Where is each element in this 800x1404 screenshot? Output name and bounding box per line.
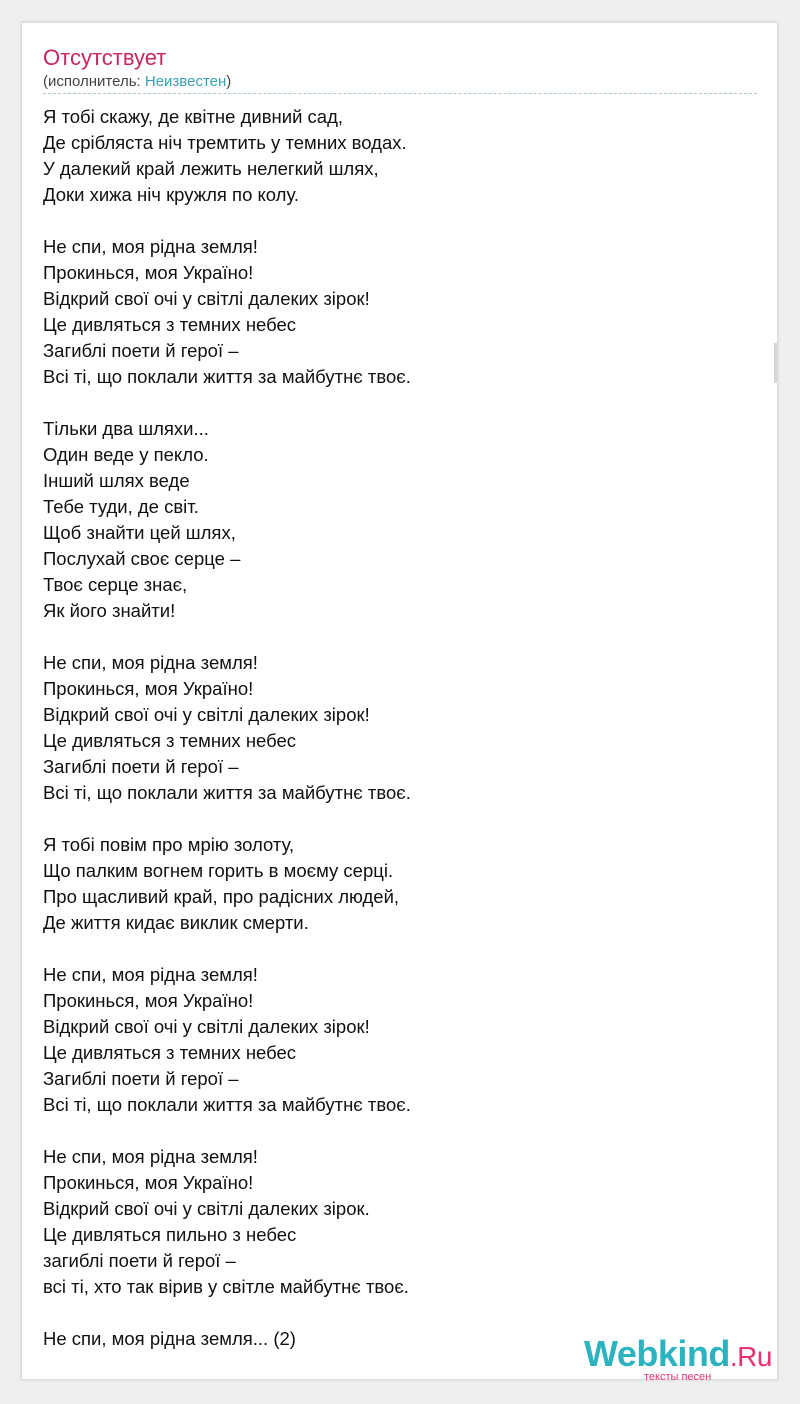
lyric-line: Де життя кидає виклик смерти. bbox=[43, 912, 309, 933]
lyric-line: Це дивляться з темних небес bbox=[43, 1042, 297, 1063]
lyric-line: Відкрий свої очі у світлі далеких зірок! bbox=[43, 288, 370, 309]
lyric-line: Прокинься, моя Україно! bbox=[43, 678, 254, 699]
lyric-line: Не спи, моя рідна земля... (2) bbox=[43, 1328, 296, 1349]
song-title: Отсутствует bbox=[43, 45, 167, 70]
stanza bbox=[43, 650, 743, 806]
lyric-line: Інший шлях веде bbox=[43, 470, 190, 491]
lyric-line: всі ті, хто так вірив у світле майбутнє твоє. bbox=[43, 1276, 409, 1297]
webkind-logo bbox=[584, 1333, 774, 1383]
lyric-line: Загиблі поети й герої – bbox=[43, 1068, 239, 1089]
lyric-line: Послухай своє серце – bbox=[43, 548, 241, 569]
lyric-line: Я тобі повім про мрію золоту, bbox=[43, 834, 295, 855]
logo-brand: Webkind bbox=[584, 1333, 730, 1374]
lyric-line: Тільки два шляхи... bbox=[43, 418, 209, 439]
artist-line bbox=[43, 73, 231, 91]
scrollbar-mark bbox=[774, 343, 777, 383]
lyric-line: Це дивляться з темних небес bbox=[43, 314, 297, 335]
stanza bbox=[43, 416, 743, 624]
lyric-line: Тебе туди, де світ. bbox=[43, 496, 199, 517]
lyric-line: Як його знайти! bbox=[43, 600, 176, 621]
stanza bbox=[43, 962, 743, 1118]
lyric-line: Не спи, моя рідна земля! bbox=[43, 236, 258, 257]
lyric-line: Відкрий свої очі у світлі далеких зірок. bbox=[43, 1198, 370, 1219]
lyric-line: У далекий край лежить нелегкий шлях, bbox=[43, 158, 379, 179]
stanza bbox=[43, 832, 743, 936]
lyric-line: Де срібляста ніч тремтить у темних водах. bbox=[43, 132, 407, 153]
lyric-line: Прокинься, моя Україно! bbox=[43, 1172, 254, 1193]
artist-suffix: ) bbox=[226, 73, 232, 90]
lyric-line: Доки хижа ніч кружля по колу. bbox=[43, 184, 300, 205]
lyric-line: Твоє серце знає, bbox=[43, 574, 188, 595]
stanza bbox=[43, 1144, 743, 1300]
lyric-line: Всі ті, що поклали життя за майбутнє твоє. bbox=[43, 366, 411, 387]
title-divider bbox=[43, 93, 757, 94]
lyric-line: Відкрий свої очі у світлі далеких зірок! bbox=[43, 1016, 370, 1037]
lyric-line: Я тобі скажу, де квітне дивний сад, bbox=[43, 106, 344, 127]
lyric-line: Щоб знайти цей шлях, bbox=[43, 522, 236, 543]
lyric-line: Не спи, моя рідна земля! bbox=[43, 1146, 258, 1167]
artist-link[interactable]: Неизвестен bbox=[144, 73, 227, 90]
lyric-line: Не спи, моя рідна земля! bbox=[43, 964, 258, 985]
lyrics-card bbox=[21, 22, 778, 1383]
lyric-line: Про щасливий край, про радісних людей, bbox=[43, 886, 400, 907]
stanza bbox=[43, 104, 743, 208]
lyric-line: Не спи, моя рідна земля! bbox=[43, 652, 258, 673]
lyric-line: Всі ті, що поклали життя за майбутнє твоє. bbox=[43, 1094, 411, 1115]
lyric-line: загиблі поети й герої – bbox=[43, 1250, 236, 1271]
artist-prefix: (исполнитель: bbox=[43, 73, 145, 90]
lyric-line: Всі ті, що поклали життя за майбутнє твоє. bbox=[43, 782, 411, 803]
lyric-line: Це дивляться з темних небес bbox=[43, 730, 297, 751]
lyric-line: Це дивляться пильно з небес bbox=[43, 1224, 297, 1245]
lyric-line: Відкрий свої очі у світлі далеких зірок! bbox=[43, 704, 370, 725]
lyric-line: Один веде у пекло. bbox=[43, 444, 209, 465]
logo-tld: .Ru bbox=[729, 1341, 772, 1372]
lyric-line: Прокинься, моя Україно! bbox=[43, 262, 254, 283]
lyrics-body bbox=[43, 104, 743, 1378]
logo-tagline: тексты песен bbox=[644, 1371, 712, 1383]
lyric-line: Що палким вогнем горить в моєму серці. bbox=[43, 860, 394, 881]
lyric-line: Загиблі поети й герої – bbox=[43, 340, 239, 361]
lyric-line: Загиблі поети й герої – bbox=[43, 756, 239, 777]
stanza bbox=[43, 234, 743, 390]
lyric-line: Прокинься, моя Україно! bbox=[43, 990, 254, 1011]
